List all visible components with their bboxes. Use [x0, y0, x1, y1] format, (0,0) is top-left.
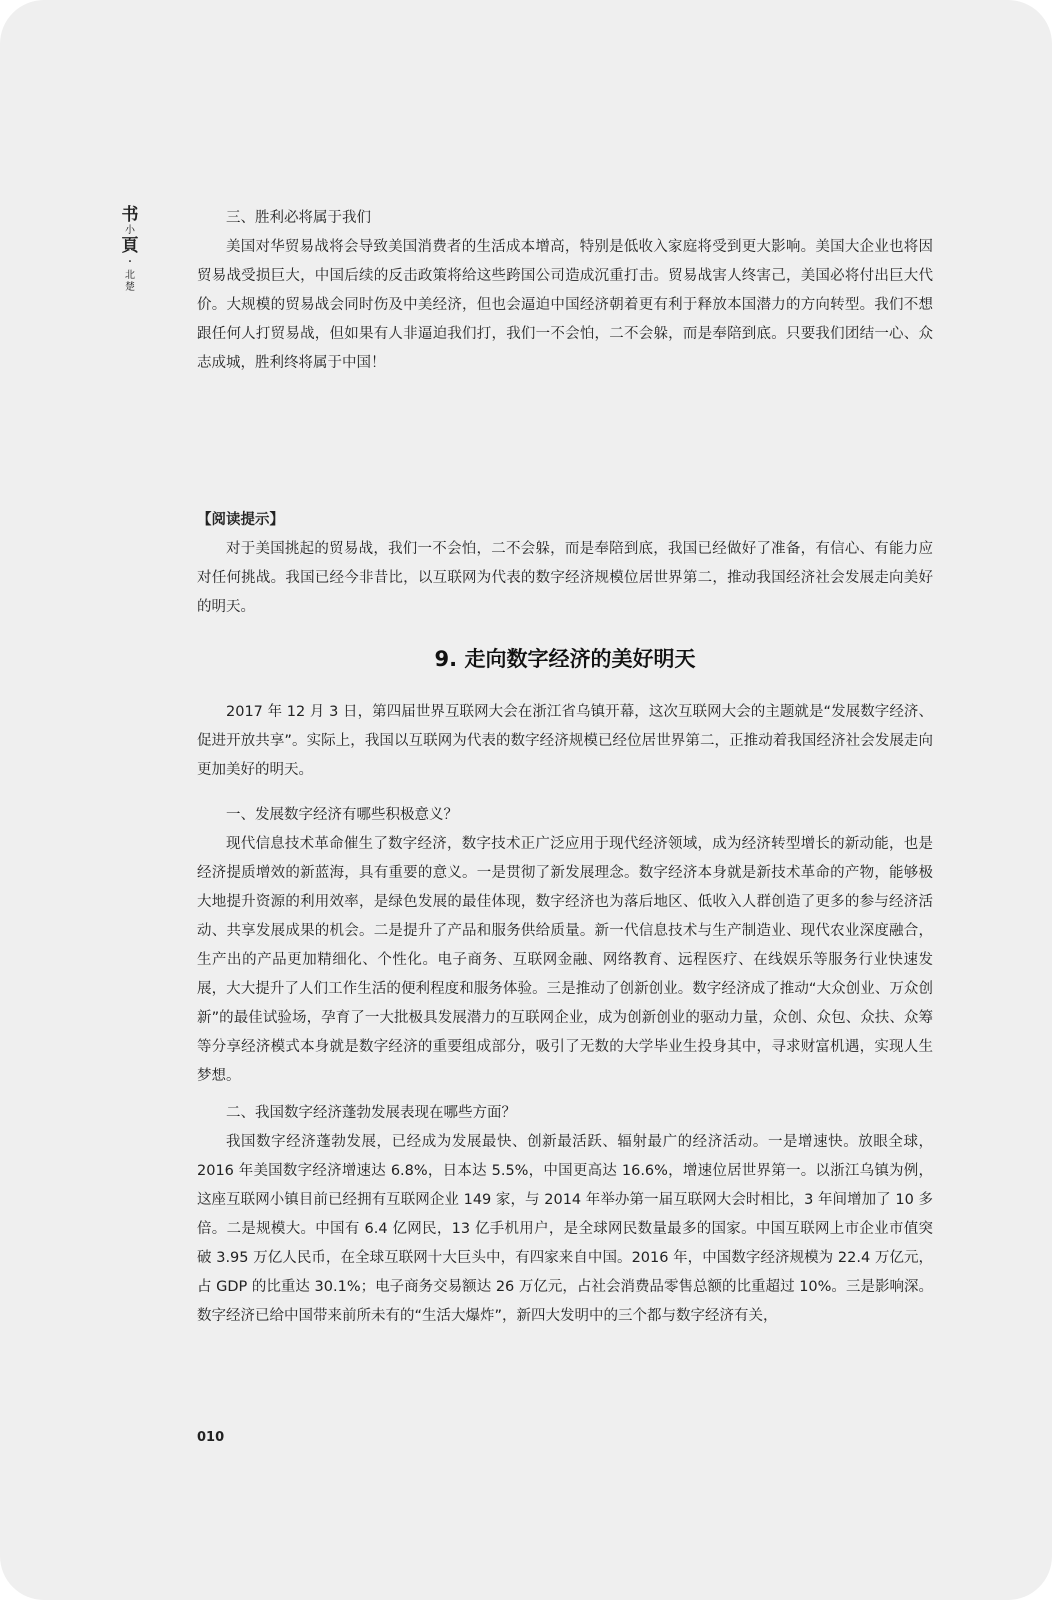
publisher-logo [120, 206, 140, 294]
paragraph: 美国对华贸易战将会导致美国消费者的生活成本增高，特别是低收入家庭将受到更大影响。美国大企业也将因贸易战受损巨大，中国后续的反击政策将给这些跨国公司造成沉重打击。贸易战害人终害己，美国必将付出巨大代价。大规模的贸易战会同时伤及中美经济，但也会逼迫中国经济朝着更有利于释放本国潜力的方向转型。我们不想跟任何人打贸易战，但如果有人非逼迫我们打，我们一不会怕，二不会躲，而是奉陪到底。只要我们团结一心、众志成城，胜利终将属于中国！ [197, 239, 933, 371]
logo-char: 北 [125, 270, 135, 281]
reading-tip-paragraph: 对于美国挑起的贸易战，我们一不会怕，二不会躲，而是奉陪到底，我国已经做好了准备，有信心、有能力应对任何挑战。我国已经今非昔比，以互联网为代表的数字经济规模位居世界第二，推动我国经济社会发展走向美好的明天。 [197, 541, 933, 615]
section-heading: 一、发展数字经济有哪些积极意义？ [226, 807, 458, 823]
logo-char: 頁 [121, 236, 139, 256]
reading-tip-heading: 【阅读提示】 [197, 512, 284, 528]
section-heading: 三、胜利必将属于我们 [226, 210, 371, 226]
page-content [197, 204, 933, 1331]
logo-dot: · [127, 254, 133, 270]
logo-char: 小 [125, 225, 135, 236]
section-heading: 二、我国数字经济蓬勃发展表现在哪些方面？ [226, 1105, 516, 1121]
paragraph: 我国数字经济蓬勃发展，已经成为发展最快、创新最活跃、辐射最广的经济活动。一是增速快。放眼全球，2016 年美国数字经济增速达 6.8%，日本达 5.5%，中国更高达 16.6%，增速位居世界第一。以浙江乌镇为例，这座互联网小镇目前已经拥有互联网企业 149 家，与 2014 年举办第一届互联网大会时相比，3 年间增加了 10 多倍。二是规模大。中国有 6.4 亿网民，13 亿手机用户，是全球网民数量最多的国家。中国互联网上市企业市值突破 3.95 万亿人民币，在全球互联网十大巨头中，有四家来自中国。2016 年，中国数字经济规模为 22.4 万亿元，占 GDP 的比重达 30.1%；电子商务交易额达 26 万亿元，占社会消费品零售总额的比重超过 10%。三是影响深。数字经济已给中国带来前所未有的“生活大爆炸”，新四大发明中的三个都与数字经济有关， [197, 1134, 933, 1324]
logo-char: 书 [121, 205, 139, 225]
logo-char: 楚 [125, 282, 135, 293]
page-number: 010 [197, 1430, 225, 1445]
chapter-intro: 2017 年 12 月 3 日，第四届世界互联网大会在浙江省乌镇开幕，这次互联网大会的主题就是“发展数字经济、促进开放共享”。实际上，我国以互联网为代表的数字经济规模已经位居世界第二，正推动着我国经济社会发展走向更加美好的明天。 [197, 704, 933, 778]
chapter-title: 9. 走向数字经济的美好明天 [434, 647, 696, 671]
paragraph: 现代信息技术革命催生了数字经济，数字技术正广泛应用于现代经济领域，成为经济转型增长的新动能，也是经济提质增效的新蓝海，具有重要的意义。一是贯彻了新发展理念。数字经济本身就是新技术革命的产物，能够极大地提升资源的利用效率，是绿色发展的最佳体现，数字经济也为落后地区、低收入人群创造了更多的参与经济活动、共享发展成果的机会。二是提升了产品和服务供给质量。新一代信息技术与生产制造业、现代农业深度融合，生产出的产品更加精细化、个性化。电子商务、互联网金融、网络教育、远程医疗、在线娱乐等服务行业快速发展，大大提升了人们工作生活的便利程度和服务体验。三是推动了创新创业。数字经济成了推动“大众创业、万众创新”的最佳试验场，孕育了一大批极具发展潜力的互联网企业，成为创新创业的驱动力量，众创、众包、众扶、众筹等分享经济模式本身就是数字经济的重要组成部分，吸引了无数的大学毕业生投身其中，寻求财富机遇，实现人生梦想。 [197, 836, 933, 1084]
